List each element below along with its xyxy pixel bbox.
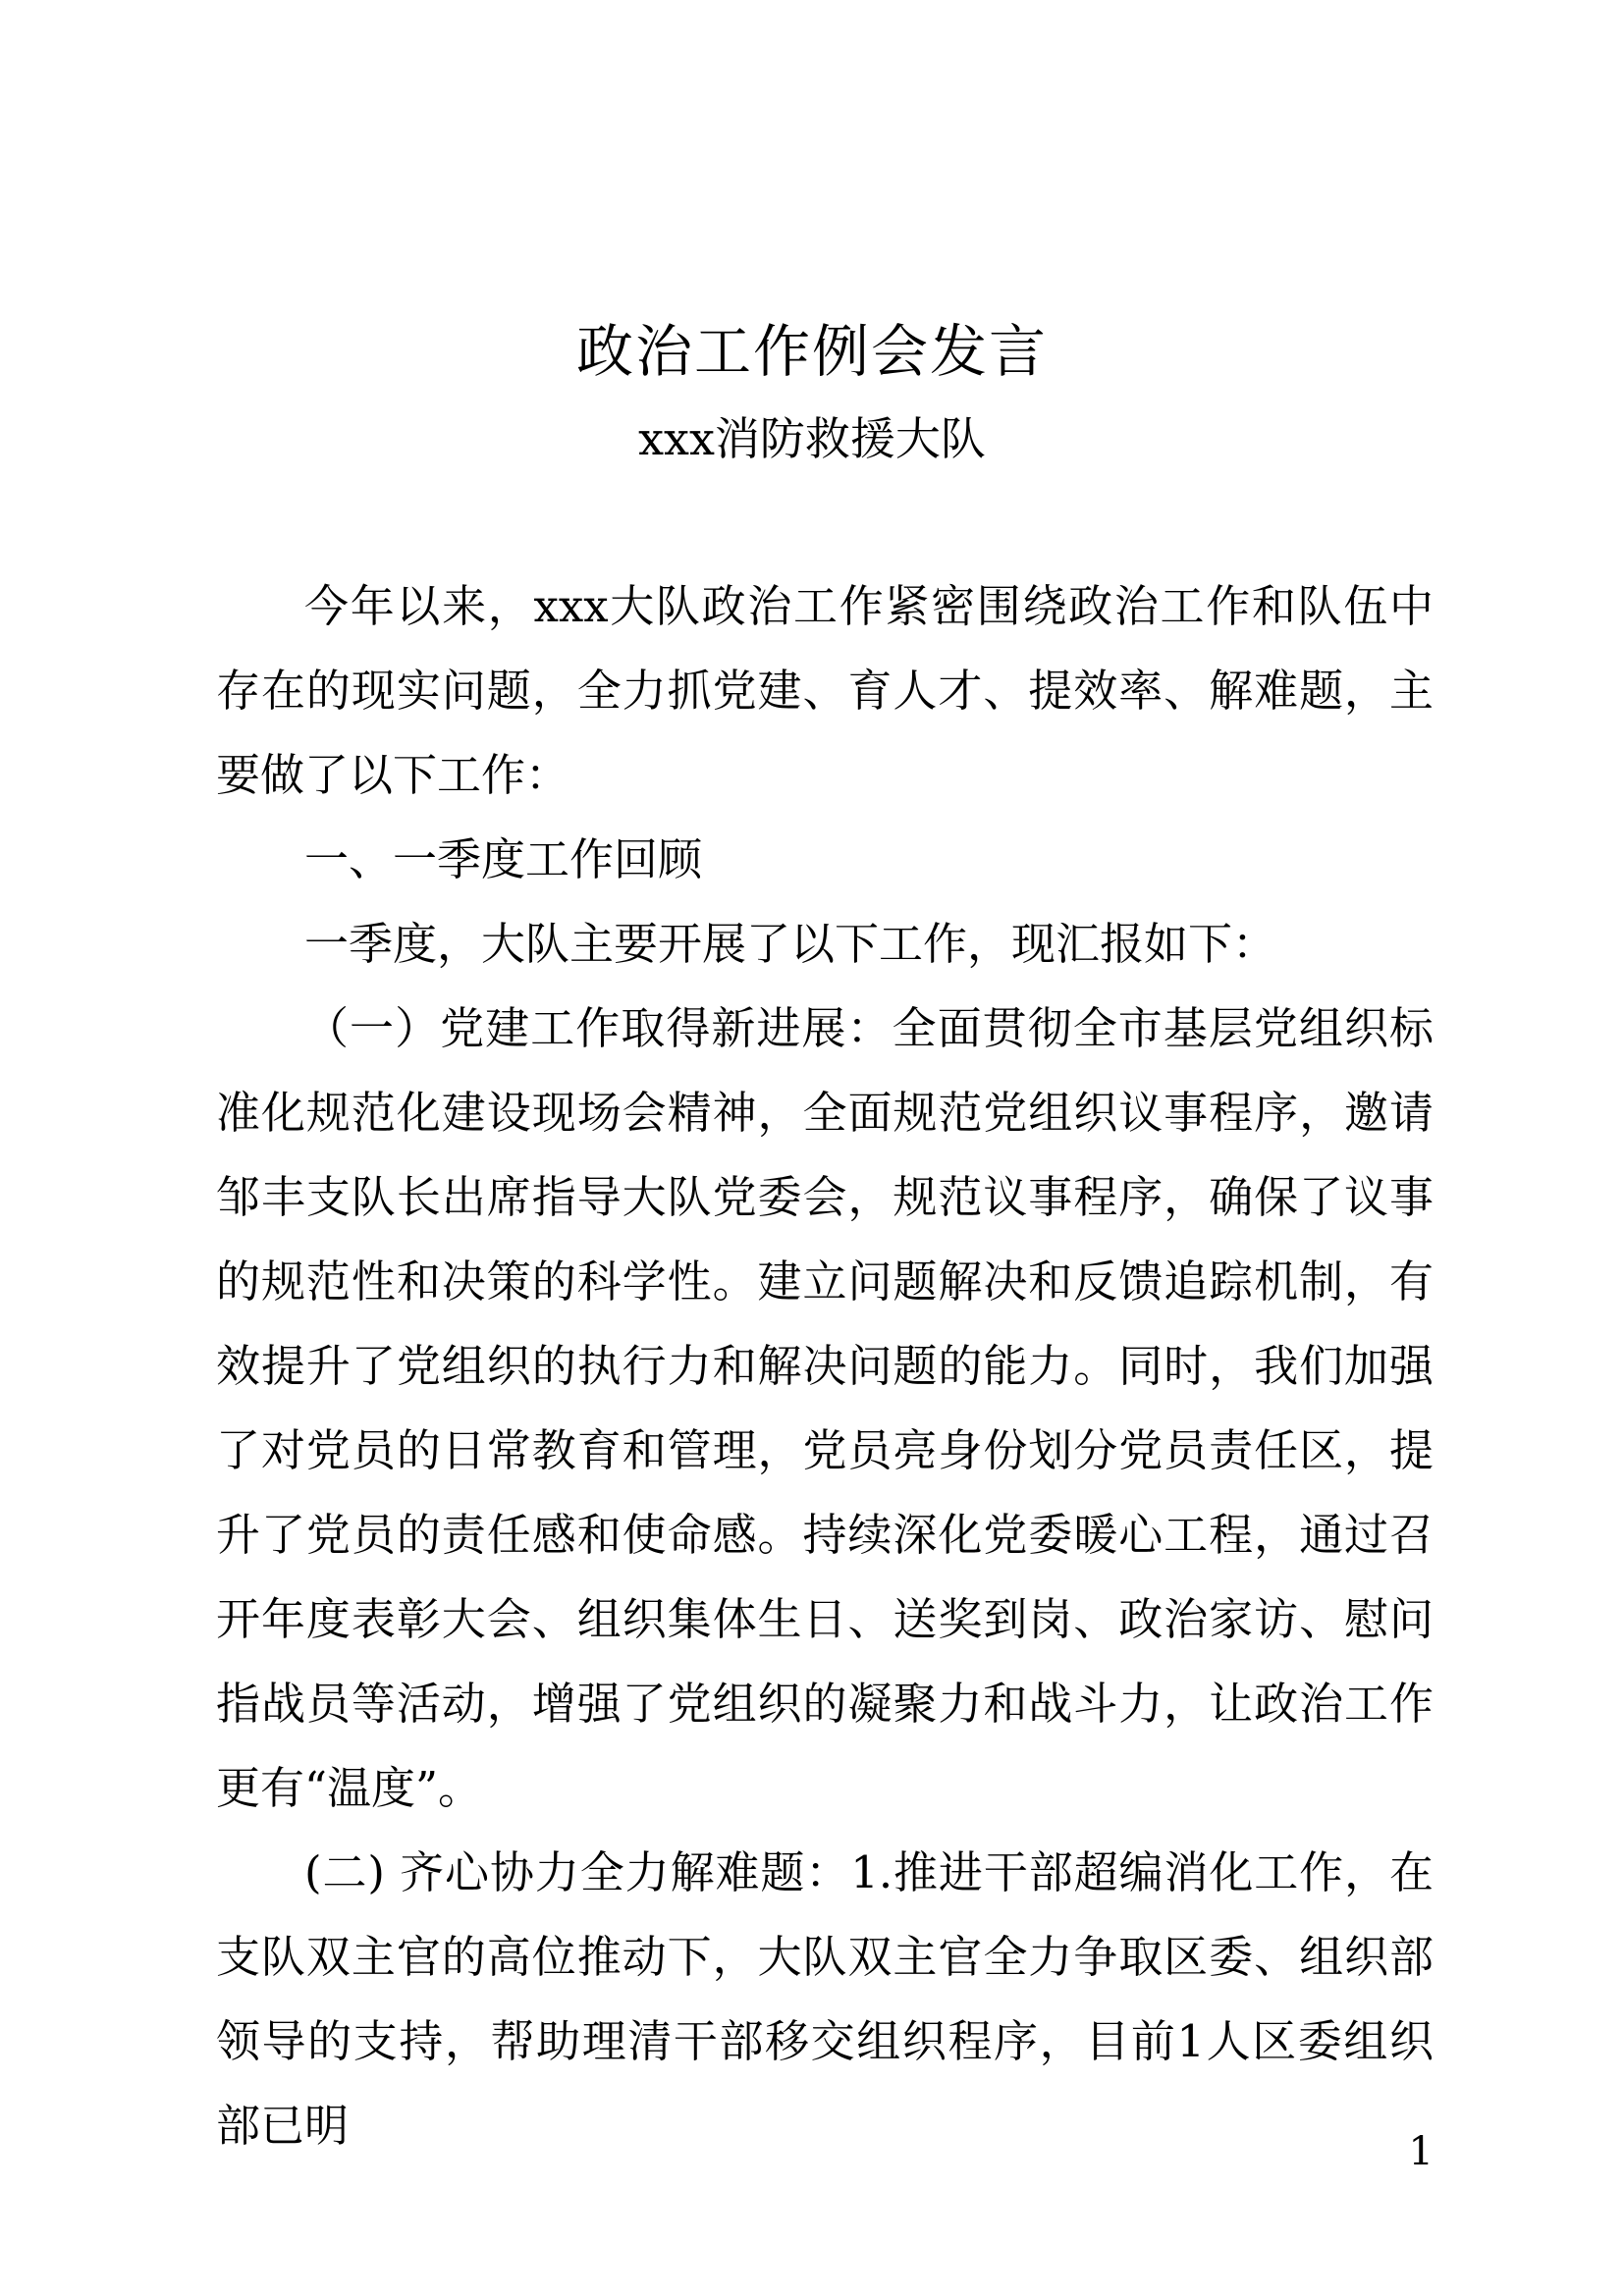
document-title: 政治工作例会发言 (575, 318, 1048, 385)
summary-paragraph: 一季度，大队主要开展了以下工作，现汇报如下： (304, 918, 1277, 970)
problem-solving-paragraph: (二) 齐心协力全力解难题：1.推进干部超编消化工作，在支队双主官的高位推动下，大队双主官全力争取区委、组织部领导的支持，帮助理清干部移交组织程序，目前1人区委组织部已明 (216, 1846, 1434, 2152)
intro-paragraph: 今年以来，xxx大队政治工作紧密围绕政治工作和队伍中存在的现实问题，全力抓党建、育人才、提效率、解难题，主要做了以下工作： (216, 580, 1434, 801)
page-number: 1 (1408, 2129, 1434, 2174)
document-subtitle: xxx消防救援大队 (638, 412, 986, 465)
party-building-paragraph: （一）党建工作取得新进展：全面贯彻全市基层党组织标准化规范化建设现场会精神，全面规范党组织议事程序，邀请邹丰支队长出席指导大队党委会，规范议事程序，确保了议事的规范性和决策的科学性。建立问题解决和反馈追踪机制，有效提升了党组织的执行力和解决问题的能力。同时，我们加强了对党员的日常教育和管理，党员亮身份划分党员责任区，提升了党员的责任感和使命感。持续深化党委暖心工程，通过召开年度表彰大会、组织集体生日、送奖到岗、政治家访、慰问指战员等活动，增强了党组织的凝聚力和战斗力，让政治工作更有“温度”。 (216, 1002, 1434, 1814)
document-body (216, 564, 1434, 2168)
section-heading: 一、一季度工作回顾 (304, 833, 703, 885)
